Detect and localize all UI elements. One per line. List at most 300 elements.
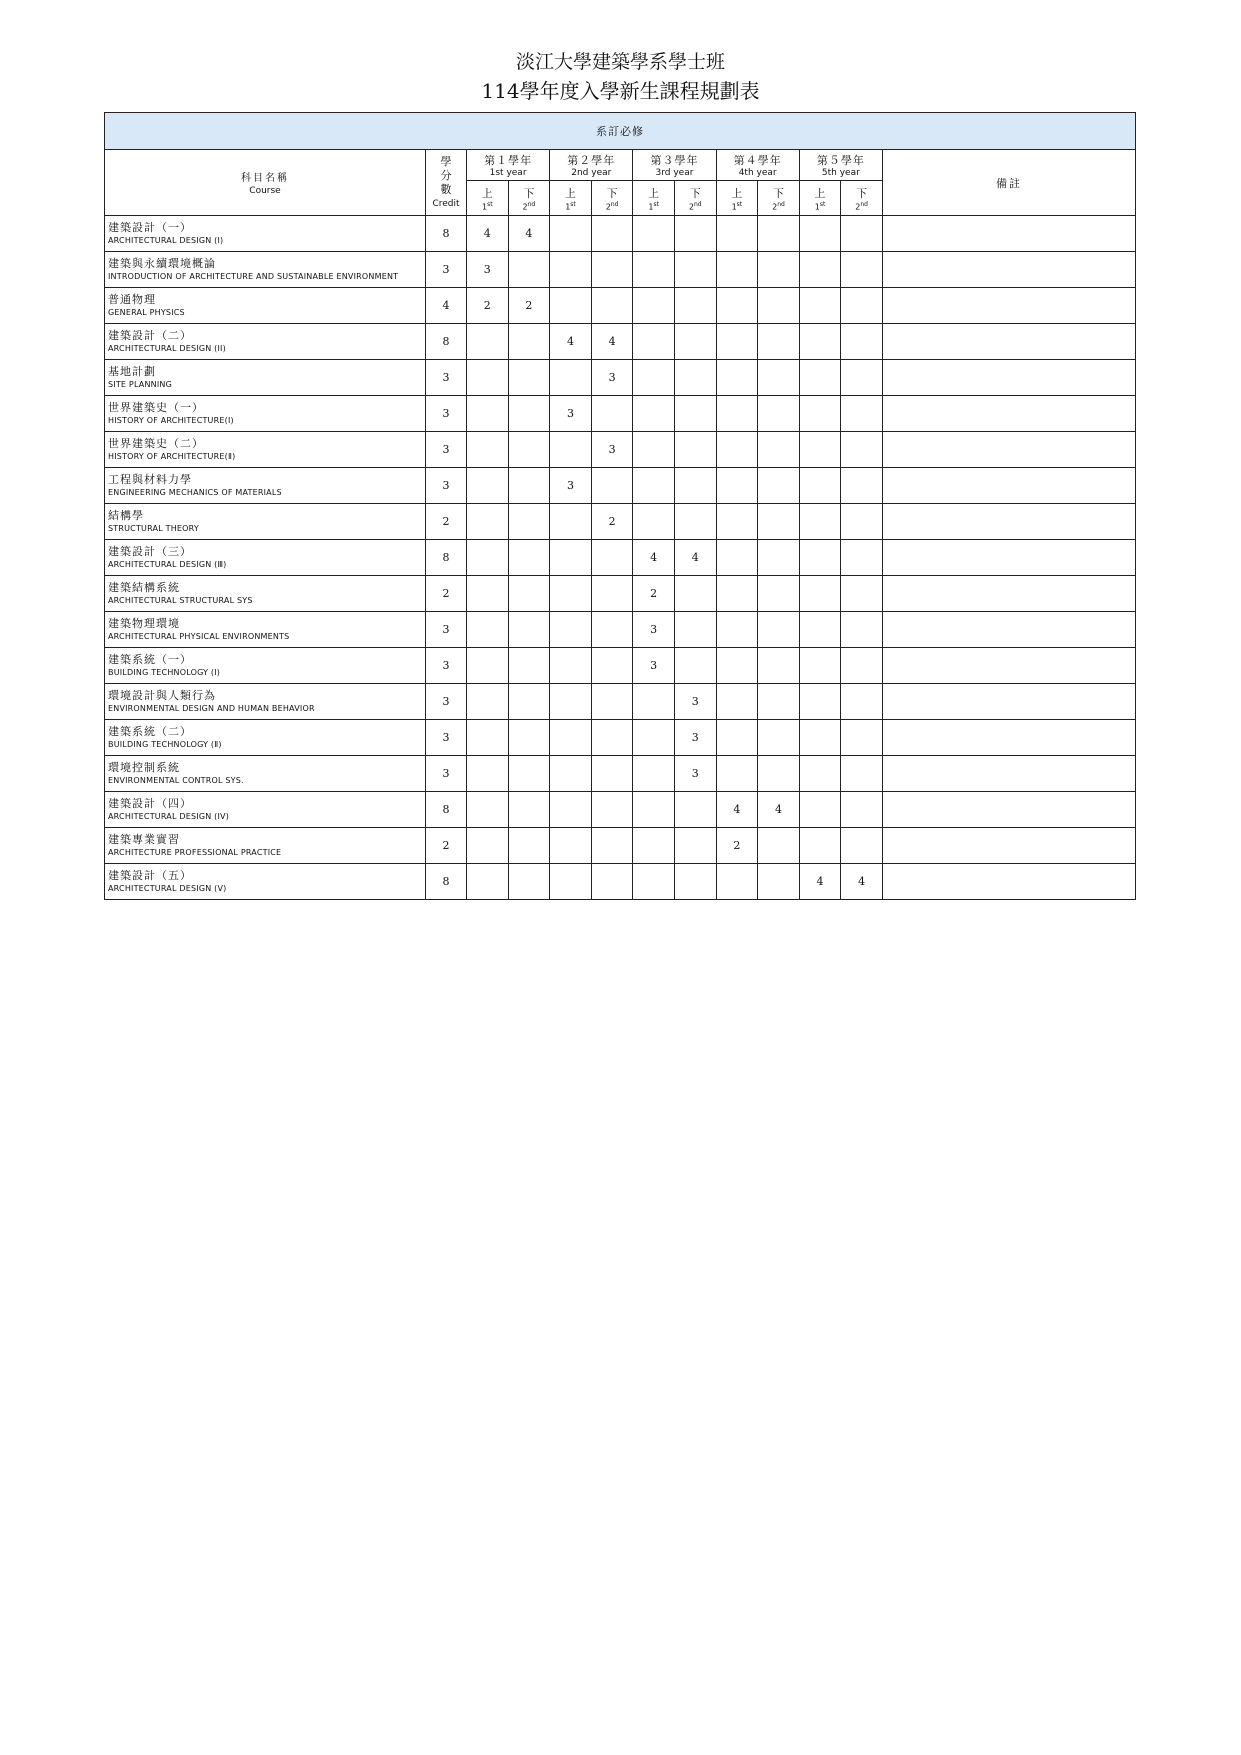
semester-credit-cell bbox=[550, 792, 592, 828]
semester-credit-cell bbox=[591, 792, 633, 828]
semester-credit-cell bbox=[841, 432, 883, 468]
remarks-cell bbox=[882, 648, 1135, 684]
semester-credit-cell bbox=[467, 360, 509, 396]
semester-credit-cell bbox=[799, 504, 841, 540]
semester-credit-cell bbox=[799, 612, 841, 648]
semester-credit-cell bbox=[550, 432, 592, 468]
semester-ordinal-suffix: nd bbox=[860, 200, 868, 208]
credit-cell: 3 bbox=[426, 432, 467, 468]
course-name-zh: 建築與永續環境概論 bbox=[108, 257, 216, 270]
semester-credit-cell bbox=[758, 756, 800, 792]
semester-label-zh: 下 bbox=[689, 186, 701, 200]
credit-cell: 3 bbox=[426, 468, 467, 504]
remarks-cell bbox=[882, 396, 1135, 432]
semester-credit-cell bbox=[758, 252, 800, 288]
semester-credit-cell bbox=[841, 540, 883, 576]
semester-credit-cell bbox=[633, 864, 675, 900]
semester-credit-cell bbox=[633, 756, 675, 792]
semester-credit-cell bbox=[841, 216, 883, 252]
course-name-en: ARCHITECTURAL STRUCTURAL SYS bbox=[108, 596, 253, 605]
course-row bbox=[105, 648, 1136, 684]
course-row bbox=[105, 324, 1136, 360]
semester-credit-cell: 2 bbox=[633, 576, 675, 612]
semester-ordinal-suffix: st bbox=[653, 200, 659, 208]
semester-label-en bbox=[509, 201, 550, 212]
course-row bbox=[105, 684, 1136, 720]
section-header-row bbox=[105, 113, 1136, 150]
semester-credit-cell bbox=[591, 576, 633, 612]
semester-credit-cell: 3 bbox=[674, 684, 716, 720]
semester-label-zh: 上 bbox=[481, 186, 493, 200]
semester-credit-cell bbox=[758, 288, 800, 324]
course-name-zh: 建築系統（二） bbox=[108, 725, 192, 738]
credit-header-zh-2: 分 bbox=[440, 168, 452, 182]
semester-label-zh: 下 bbox=[606, 186, 618, 200]
semester-credit-cell bbox=[758, 360, 800, 396]
semester-credit-cell bbox=[591, 216, 633, 252]
semester-credit-cell: 3 bbox=[633, 612, 675, 648]
course-name-cell bbox=[105, 756, 426, 792]
credit-cell: 3 bbox=[426, 252, 467, 288]
semester-credit-cell bbox=[841, 396, 883, 432]
credit-cell: 3 bbox=[426, 756, 467, 792]
remarks-cell bbox=[882, 756, 1135, 792]
course-name-zh: 建築結構系統 bbox=[108, 581, 180, 594]
semester-number: 1 bbox=[814, 202, 820, 212]
semester-ordinal-suffix: st bbox=[819, 200, 826, 208]
course-row bbox=[105, 288, 1136, 324]
semester-credit-cell bbox=[674, 288, 716, 324]
semester-credit-cell bbox=[841, 288, 883, 324]
semester-credit-cell: 4 bbox=[758, 792, 800, 828]
semester-ordinal-suffix: nd bbox=[527, 200, 536, 208]
semester-credit-cell: 3 bbox=[674, 756, 716, 792]
semester-credit-cell bbox=[633, 360, 675, 396]
course-name-zh: 建築設計（三） bbox=[108, 545, 192, 558]
remarks-cell bbox=[882, 504, 1135, 540]
course-name-cell bbox=[105, 252, 426, 288]
semester-credit-cell bbox=[508, 828, 550, 864]
semester-credit-cell bbox=[633, 504, 675, 540]
course-row bbox=[105, 864, 1136, 900]
course-name-cell bbox=[105, 576, 426, 612]
semester-credit-cell: 2 bbox=[591, 504, 633, 540]
semester-credit-cell bbox=[799, 576, 841, 612]
year-4-en: 4th year bbox=[738, 168, 777, 178]
credit-cell: 3 bbox=[426, 360, 467, 396]
course-name-zh: 結構學 bbox=[108, 509, 144, 522]
semester-credit-cell: 3 bbox=[591, 432, 633, 468]
semester-credit-cell bbox=[674, 324, 716, 360]
semester-credit-cell: 4 bbox=[467, 216, 509, 252]
semester-credit-cell bbox=[799, 252, 841, 288]
course-name-cell bbox=[105, 612, 426, 648]
semester-credit-cell bbox=[591, 864, 633, 900]
course-name-zh: 環境設計與人類行為 bbox=[108, 689, 216, 702]
semester-credit-cell bbox=[591, 684, 633, 720]
remarks-cell bbox=[882, 324, 1135, 360]
credit-cell: 4 bbox=[426, 288, 467, 324]
semester-credit-cell bbox=[467, 720, 509, 756]
semester-label-en bbox=[758, 201, 799, 212]
course-name-en: BUILDING TECHNOLOGY (I) bbox=[108, 668, 221, 677]
year-2-sem-lower-header bbox=[591, 181, 633, 216]
semester-ordinal-suffix: st bbox=[736, 200, 743, 208]
remarks-header: 備註 bbox=[882, 150, 1135, 216]
year-1-sem-lower-header bbox=[508, 181, 550, 216]
remarks-cell bbox=[882, 792, 1135, 828]
semester-credit-cell bbox=[758, 504, 800, 540]
semester-credit-cell: 4 bbox=[716, 792, 758, 828]
course-name-en: INTRODUCTION OF ARCHITECTURE AND SUSTAINABLE ENVIRONMENT bbox=[108, 272, 399, 281]
semester-credit-cell bbox=[550, 252, 592, 288]
semester-ordinal-suffix: st bbox=[487, 200, 493, 208]
year-3-sem-lower-header bbox=[674, 181, 716, 216]
remarks-cell bbox=[882, 828, 1135, 864]
course-name-cell bbox=[105, 432, 426, 468]
semester-credit-cell bbox=[508, 396, 550, 432]
semester-credit-cell bbox=[758, 396, 800, 432]
course-name-zh: 建築設計（五） bbox=[108, 869, 192, 882]
semester-number: 1 bbox=[565, 202, 571, 212]
semester-credit-cell bbox=[716, 684, 758, 720]
course-name-zh: 基地計劃 bbox=[108, 365, 156, 378]
credit-header-en: Credit bbox=[432, 198, 460, 209]
semester-credit-cell bbox=[799, 828, 841, 864]
semester-credit-cell bbox=[716, 360, 758, 396]
semester-number: 1 bbox=[482, 202, 488, 212]
remarks-cell bbox=[882, 720, 1135, 756]
semester-credit-cell bbox=[758, 612, 800, 648]
year-5-en: 5th year bbox=[821, 168, 860, 178]
remarks-cell bbox=[882, 360, 1135, 396]
semester-credit-cell bbox=[633, 324, 675, 360]
semester-credit-cell bbox=[799, 792, 841, 828]
course-name-cell bbox=[105, 828, 426, 864]
remarks-cell bbox=[882, 432, 1135, 468]
credit-cell: 2 bbox=[426, 576, 467, 612]
remarks-cell bbox=[882, 468, 1135, 504]
course-name-en: ARCHITECTURAL PHYSICAL ENVIRONMENTS bbox=[108, 632, 290, 641]
course-row bbox=[105, 360, 1136, 396]
semester-credit-cell bbox=[799, 468, 841, 504]
semester-credit-cell bbox=[508, 720, 550, 756]
semester-credit-cell: 2 bbox=[508, 288, 550, 324]
course-name-en: HISTORY OF ARCHITECTURE(Ⅰ) bbox=[108, 416, 234, 425]
semester-credit-cell: 3 bbox=[467, 252, 509, 288]
semester-credit-cell bbox=[841, 576, 883, 612]
semester-credit-cell bbox=[799, 720, 841, 756]
credit-cell: 8 bbox=[426, 864, 467, 900]
semester-credit-cell: 3 bbox=[674, 720, 716, 756]
semester-credit-cell bbox=[716, 252, 758, 288]
semester-credit-cell bbox=[758, 864, 800, 900]
section-label: 系訂必修 bbox=[105, 113, 1136, 150]
semester-credit-cell bbox=[550, 288, 592, 324]
credit-cell: 8 bbox=[426, 216, 467, 252]
semester-credit-cell bbox=[716, 396, 758, 432]
course-row bbox=[105, 216, 1136, 252]
semester-label-en bbox=[633, 201, 674, 212]
semester-label-zh: 上 bbox=[814, 186, 826, 200]
semester-credit-cell bbox=[716, 288, 758, 324]
course-row bbox=[105, 540, 1136, 576]
course-name-cell bbox=[105, 720, 426, 756]
semester-label-zh: 上 bbox=[564, 186, 576, 200]
semester-credit-cell bbox=[508, 576, 550, 612]
course-row bbox=[105, 396, 1136, 432]
semester-credit-cell bbox=[799, 648, 841, 684]
year-2-sem-upper-header bbox=[550, 181, 592, 216]
semester-credit-cell bbox=[674, 216, 716, 252]
semester-label-en bbox=[592, 201, 633, 212]
semester-credit-cell bbox=[467, 792, 509, 828]
year-1-sem-upper-header bbox=[467, 181, 509, 216]
semester-credit-cell bbox=[550, 864, 592, 900]
course-name-zh: 建築設計（二） bbox=[108, 329, 192, 342]
semester-credit-cell bbox=[467, 756, 509, 792]
semester-credit-cell bbox=[716, 432, 758, 468]
year-5-zh: 第５學年 bbox=[816, 154, 865, 167]
semester-credit-cell bbox=[591, 540, 633, 576]
year-2-header bbox=[550, 150, 633, 181]
semester-credit-cell bbox=[467, 432, 509, 468]
semester-credit-cell: 4 bbox=[674, 540, 716, 576]
semester-credit-cell bbox=[758, 432, 800, 468]
semester-credit-cell bbox=[758, 540, 800, 576]
credit-cell: 3 bbox=[426, 684, 467, 720]
course-name-en: HISTORY OF ARCHITECTURE(Ⅱ) bbox=[108, 452, 236, 461]
semester-credit-cell bbox=[550, 576, 592, 612]
semester-number: 2 bbox=[772, 202, 778, 212]
semester-credit-cell bbox=[716, 504, 758, 540]
semester-label-zh: 上 bbox=[648, 186, 660, 200]
semester-credit-cell bbox=[674, 468, 716, 504]
semester-credit-cell bbox=[508, 432, 550, 468]
semester-credit-cell bbox=[467, 864, 509, 900]
credit-cell: 3 bbox=[426, 720, 467, 756]
course-name-en: STRUCTURAL THEORY bbox=[108, 524, 200, 533]
semester-credit-cell: 4 bbox=[508, 216, 550, 252]
semester-credit-cell bbox=[508, 612, 550, 648]
course-name-en: ARCHITECTURAL DESIGN (I) bbox=[108, 236, 224, 245]
semester-credit-cell bbox=[841, 612, 883, 648]
semester-credit-cell bbox=[633, 720, 675, 756]
semester-credit-cell bbox=[799, 756, 841, 792]
semester-credit-cell bbox=[508, 648, 550, 684]
semester-credit-cell bbox=[674, 612, 716, 648]
semester-credit-cell: 3 bbox=[591, 360, 633, 396]
course-name-cell bbox=[105, 864, 426, 900]
semester-credit-cell bbox=[591, 396, 633, 432]
course-row bbox=[105, 504, 1136, 540]
semester-credit-cell bbox=[508, 756, 550, 792]
semester-credit-cell bbox=[716, 324, 758, 360]
course-name-en: ARCHITECTURAL DESIGN (IV) bbox=[108, 812, 230, 821]
semester-credit-cell bbox=[467, 684, 509, 720]
course-name-en: BUILDING TECHNOLOGY (Ⅱ) bbox=[108, 740, 222, 749]
course-name-en: GENERAL PHYSICS bbox=[108, 308, 185, 317]
semester-credit-cell bbox=[799, 324, 841, 360]
credit-cell: 2 bbox=[426, 828, 467, 864]
credit-header-zh-3: 數 bbox=[440, 182, 452, 196]
course-name-zh: 世界建築史（二） bbox=[108, 437, 204, 450]
year-1-zh: 第１學年 bbox=[484, 154, 533, 167]
semester-credit-cell bbox=[591, 468, 633, 504]
credit-cell: 3 bbox=[426, 396, 467, 432]
course-name-en: ENVIRONMENTAL DESIGN AND HUMAN BEHAVIOR bbox=[108, 704, 315, 713]
remarks-cell bbox=[882, 864, 1135, 900]
semester-credit-cell bbox=[633, 216, 675, 252]
course-name-cell bbox=[105, 324, 426, 360]
semester-credit-cell bbox=[550, 720, 592, 756]
semester-credit-cell bbox=[841, 684, 883, 720]
semester-credit-cell: 3 bbox=[633, 648, 675, 684]
semester-credit-cell bbox=[550, 648, 592, 684]
semester-credit-cell bbox=[508, 504, 550, 540]
semester-label-zh: 下 bbox=[523, 186, 535, 200]
course-row bbox=[105, 828, 1136, 864]
semester-credit-cell bbox=[550, 360, 592, 396]
course-row bbox=[105, 468, 1136, 504]
semester-credit-cell bbox=[716, 216, 758, 252]
year-1-header bbox=[467, 150, 550, 181]
semester-label-en bbox=[550, 201, 591, 212]
semester-ordinal-suffix: st bbox=[570, 200, 576, 208]
year-1-en: 1st year bbox=[489, 168, 527, 178]
course-name-cell bbox=[105, 468, 426, 504]
remarks-cell bbox=[882, 684, 1135, 720]
year-4-zh: 第４學年 bbox=[733, 154, 782, 167]
semester-credit-cell bbox=[633, 396, 675, 432]
year-2-en: 2nd year bbox=[571, 168, 612, 178]
semester-credit-cell bbox=[758, 828, 800, 864]
semester-credit-cell bbox=[841, 828, 883, 864]
course-name-en: ARCHITECTURAL DESIGN (Ⅲ) bbox=[108, 560, 227, 569]
year-4-sem-lower-header bbox=[758, 181, 800, 216]
semester-credit-cell bbox=[716, 648, 758, 684]
semester-number: 2 bbox=[605, 202, 611, 212]
semester-credit-cell bbox=[550, 756, 592, 792]
course-name-zh: 建築設計（四） bbox=[108, 797, 192, 810]
semester-credit-cell bbox=[467, 576, 509, 612]
semester-credit-cell bbox=[467, 828, 509, 864]
semester-credit-cell bbox=[716, 720, 758, 756]
semester-credit-cell bbox=[633, 792, 675, 828]
semester-credit-cell bbox=[467, 468, 509, 504]
year-5-header bbox=[799, 150, 882, 181]
course-name-cell bbox=[105, 540, 426, 576]
semester-credit-cell bbox=[716, 468, 758, 504]
course-name-zh: 工程與材料力學 bbox=[108, 473, 192, 486]
semester-credit-cell bbox=[550, 504, 592, 540]
course-header-zh: 科目名稱 bbox=[241, 173, 289, 184]
semester-credit-cell: 3 bbox=[550, 468, 592, 504]
remarks-cell bbox=[882, 576, 1135, 612]
semester-credit-cell bbox=[799, 288, 841, 324]
semester-label-en bbox=[467, 201, 508, 212]
course-name-cell bbox=[105, 216, 426, 252]
credit-cell: 8 bbox=[426, 792, 467, 828]
semester-label-en bbox=[841, 201, 882, 212]
course-name-cell bbox=[105, 504, 426, 540]
semester-credit-cell bbox=[467, 324, 509, 360]
semester-credit-cell bbox=[758, 576, 800, 612]
semester-credit-cell bbox=[591, 612, 633, 648]
semester-credit-cell bbox=[633, 828, 675, 864]
semester-credit-cell bbox=[799, 684, 841, 720]
semester-credit-cell bbox=[841, 756, 883, 792]
semester-credit-cell bbox=[674, 792, 716, 828]
year-3-en: 3rd year bbox=[655, 168, 694, 178]
course-row bbox=[105, 720, 1136, 756]
semester-credit-cell bbox=[467, 648, 509, 684]
course-row bbox=[105, 252, 1136, 288]
semester-credit-cell bbox=[591, 720, 633, 756]
semester-credit-cell bbox=[841, 648, 883, 684]
semester-credit-cell bbox=[550, 684, 592, 720]
semester-credit-cell: 3 bbox=[550, 396, 592, 432]
course-name-zh: 普通物理 bbox=[108, 293, 156, 306]
course-name-zh: 建築設計（一） bbox=[108, 221, 192, 234]
semester-credit-cell: 4 bbox=[633, 540, 675, 576]
semester-credit-cell bbox=[841, 360, 883, 396]
year-4-sem-upper-header bbox=[716, 181, 758, 216]
course-name-zh: 建築專業實習 bbox=[108, 833, 180, 846]
semester-credit-cell: 4 bbox=[799, 864, 841, 900]
credit-cell: 2 bbox=[426, 504, 467, 540]
semester-credit-cell bbox=[508, 324, 550, 360]
semester-credit-cell bbox=[591, 252, 633, 288]
year-4-header bbox=[716, 150, 799, 181]
course-name-zh: 建築系統（一） bbox=[108, 653, 192, 666]
course-row bbox=[105, 432, 1136, 468]
semester-credit-cell bbox=[467, 540, 509, 576]
course-name-cell bbox=[105, 396, 426, 432]
semester-credit-cell bbox=[799, 432, 841, 468]
semester-credit-cell bbox=[467, 612, 509, 648]
course-name-cell bbox=[105, 792, 426, 828]
semester-credit-cell bbox=[758, 468, 800, 504]
semester-number: 2 bbox=[688, 202, 694, 212]
year-3-zh: 第３學年 bbox=[650, 154, 699, 167]
course-name-zh: 建築物理環境 bbox=[108, 617, 180, 630]
semester-ordinal-suffix: nd bbox=[777, 200, 785, 208]
semester-ordinal-suffix: nd bbox=[694, 200, 702, 208]
course-name-cell bbox=[105, 360, 426, 396]
credit-header-zh-1: 學 bbox=[440, 154, 452, 168]
remarks-cell bbox=[882, 540, 1135, 576]
course-name-cell bbox=[105, 684, 426, 720]
semester-label-en bbox=[675, 201, 716, 212]
semester-credit-cell bbox=[716, 756, 758, 792]
semester-credit-cell bbox=[799, 360, 841, 396]
semester-credit-cell bbox=[550, 828, 592, 864]
semester-credit-cell bbox=[841, 468, 883, 504]
semester-label-en bbox=[717, 201, 758, 212]
semester-credit-cell bbox=[550, 216, 592, 252]
course-name-en: SITE PLANNING bbox=[108, 380, 172, 389]
year-2-zh: 第２學年 bbox=[567, 154, 616, 167]
semester-credit-cell bbox=[508, 540, 550, 576]
credit-cell: 8 bbox=[426, 324, 467, 360]
semester-number: 1 bbox=[731, 202, 737, 212]
semester-label-zh: 下 bbox=[856, 186, 868, 200]
credit-header bbox=[426, 150, 467, 216]
course-name-zh: 世界建築史（一） bbox=[108, 401, 204, 414]
semester-credit-cell bbox=[633, 684, 675, 720]
course-name-en: ARCHITECTURAL DESIGN (V) bbox=[108, 884, 227, 893]
